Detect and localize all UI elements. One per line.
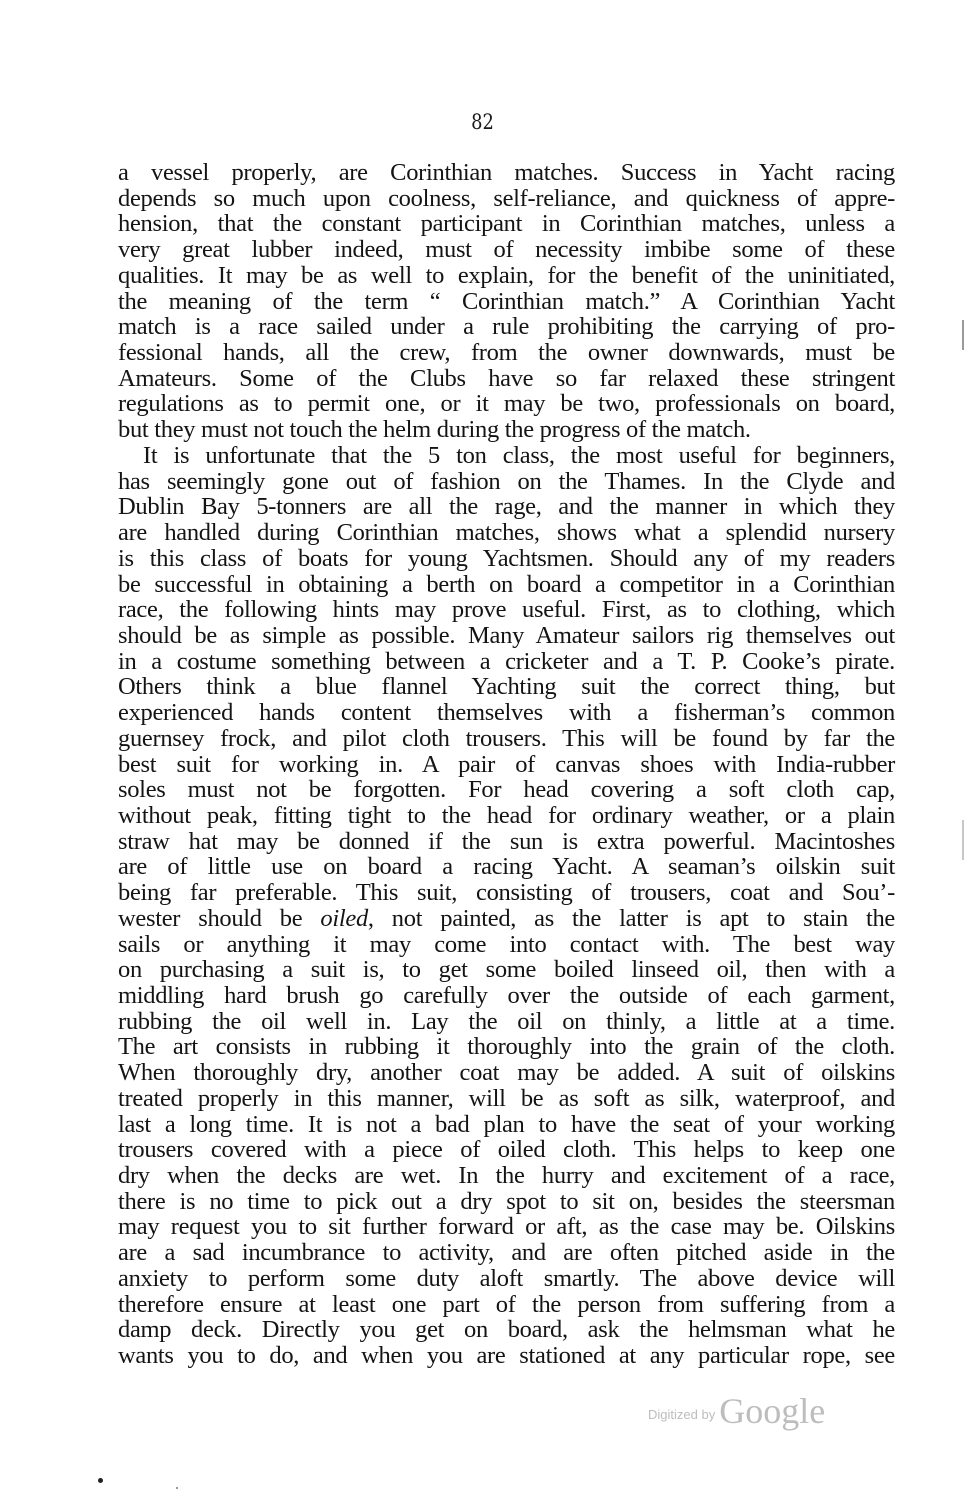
text-line: qualities. It may be as well to explain, for the benefit of the uninitiated, (118, 261, 895, 289)
text-line: race, the following hints may prove useful. First, as to clothing, which (118, 596, 895, 624)
text-line: anxiety to perform some duty aloft smartly. The above device will (118, 1264, 895, 1292)
paragraph-start-line: It is unfortunate that the 5 ton class, the most useful for beginners, (143, 441, 895, 469)
text-line: rubbing the oil well in. Lay the oil on thinly, a little at a time. (118, 1007, 895, 1035)
text-line: therefore ensure at least one part of the person from suffering from a (118, 1290, 895, 1318)
text-line: very great lubber indeed, must of necessity imbibe some of these (118, 236, 895, 264)
paragraph-end-line: but they must not touch the helm during the progress of the match. (118, 416, 751, 444)
body-text (118, 160, 895, 1369)
text-line: in a costume something between a cricketer and a T. P. Cooke’s pirate. (118, 647, 895, 675)
scan-edge-mark (962, 820, 964, 860)
text-line: has seemingly gone out of fashion on the Thames. In the Clyde and (118, 467, 895, 495)
text-line: When thoroughly dry, another coat may be added. A suit of oilskins (118, 1059, 895, 1087)
text-segment: , not painted, as the latter is apt to stain the (367, 904, 895, 932)
google-logo: Google (719, 1391, 826, 1431)
text-line-with-emphasis (118, 906, 895, 932)
text-line: depends so much upon coolness, self-reliance, and quickness of appre- (118, 184, 895, 212)
text-line: dry when the decks are wet. In the hurry and excitement of a race, (118, 1162, 895, 1190)
scan-speck (98, 1478, 103, 1483)
text-line: guernsey frock, and pilot cloth trousers. This will be found by far the (118, 724, 895, 752)
text-line: are a sad incumbrance to activity, and are often pitched aside in the (118, 1239, 895, 1267)
text-line: match is a race sailed under a rule prohibiting the carrying of pro- (118, 313, 895, 341)
text-line: regulations as to permit one, or it may be two, professionals on board, (118, 390, 895, 418)
text-line: experienced hands content themselves with a fisherman’s common (118, 699, 895, 727)
scan-speck (176, 1487, 178, 1489)
text-line: last a long time. It is not a bad plan to have the seat of your working (118, 1110, 895, 1138)
text-line: middling hard brush go carefully over the outside of each garment, (118, 982, 895, 1009)
text-line: fessional hands, all the crew, from the owner downwards, must be (118, 339, 895, 367)
text-line: being far preferable. This suit, consisting of trousers, coat and Sou’- (118, 879, 895, 907)
text-line: a vessel properly, are Corinthian matches. Success in Yacht racing (118, 159, 895, 186)
text-line: are of little use on board a racing Yacht. A seaman’s oilskin suit (118, 853, 895, 881)
digitized-by-label: Digitized by (648, 1407, 716, 1422)
text-line: on purchasing a suit is, to get some boiled linseed oil, then with a (118, 956, 895, 984)
text-line: are handled during Corinthian matches, shows what a splendid nursery (118, 519, 895, 547)
scan-edge-mark (962, 320, 964, 350)
text-line: should be as simple as possible. Many Amateur sailors rig themselves out (118, 621, 895, 649)
text-line: there is no time to pick out a dry spot to sit on, besides the steersman (118, 1187, 895, 1215)
text-line: treated properly in this manner, will be as soft as silk, waterproof, and (118, 1084, 895, 1112)
text-line: sails or anything it may come into contact with. The best way (118, 930, 895, 958)
text-line: wants you to do, and when you are stationed at any particular rope, see (118, 1342, 895, 1370)
emphasis-oiled: oiled (320, 904, 368, 932)
text-line: soles must not be forgotten. For head covering a soft cloth cap, (118, 776, 895, 804)
page-number: 82 (471, 110, 494, 134)
text-line: without peak, fitting tight to the head for ordinary weather, or a plain (118, 801, 895, 829)
text-line: hension, that the constant participant in Corinthian matches, unless a (118, 210, 895, 238)
text-segment: wester should be (118, 904, 321, 932)
text-line: may request you to sit further forward or aft, as the case may be. Oilskins (118, 1213, 895, 1241)
text-line: the meaning of the term “ Corinthian match.” A Corinthian Yacht (118, 287, 895, 315)
text-line: The art consists in rubbing it thoroughly into the grain of the cloth. (118, 1033, 895, 1061)
text-line: Dublin Bay 5-tonners are all the rage, and the manner in which they (118, 493, 895, 521)
text-line: damp deck. Directly you get on board, ask the helmsman what he (118, 1316, 895, 1344)
text-line: Others think a blue flannel Yachting suit the correct thing, but (118, 673, 895, 701)
text-line: best suit for working in. A pair of canvas shoes with India-rubber (118, 750, 895, 778)
google-watermark (648, 1390, 825, 1432)
text-line: trousers covered with a piece of oiled cloth. This helps to keep one (118, 1136, 895, 1164)
text-line: is this class of boats for young Yachtsmen. Should any of my readers (118, 544, 895, 572)
text-line: straw hat may be donned if the sun is extra powerful. Macintoshes (118, 827, 895, 855)
text-line: Amateurs. Some of the Clubs have so far relaxed these stringent (118, 364, 895, 392)
text-line: be successful in obtaining a berth on board a competitor in a Corinthian (118, 570, 895, 598)
